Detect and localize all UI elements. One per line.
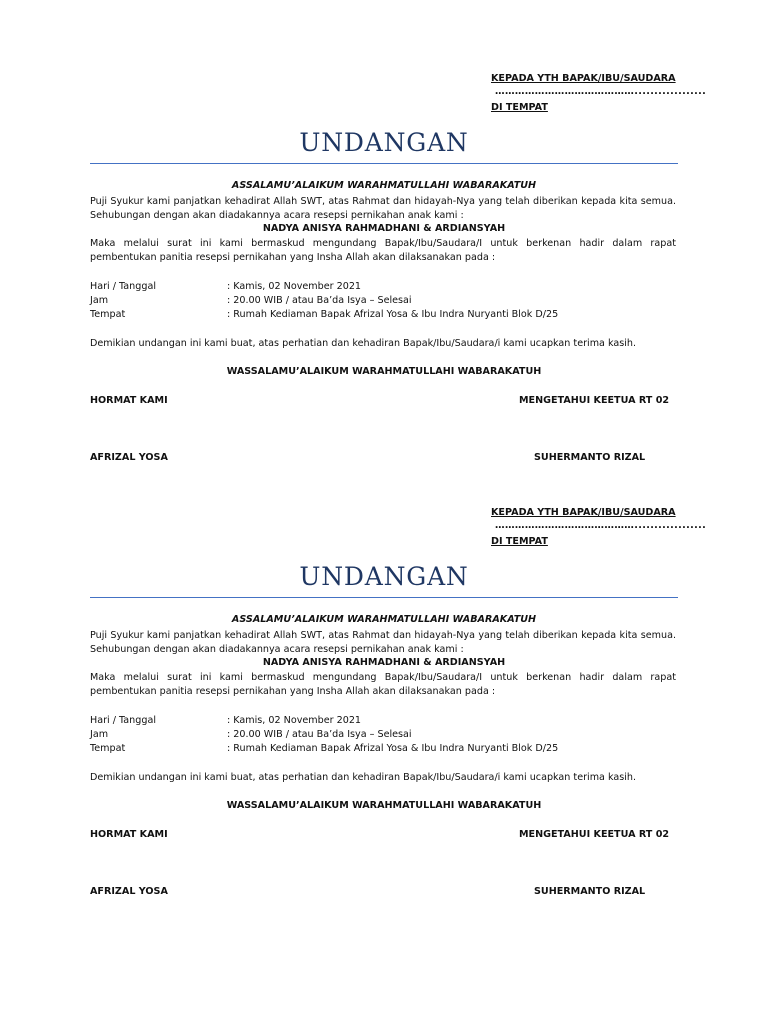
detail-label: Hari / Tanggal xyxy=(90,715,156,726)
sign-right-name: SUHERMANTO RIZAL xyxy=(534,452,646,463)
sign-left-name: AFRIZAL YOSA xyxy=(90,452,168,463)
opening-greeting: ASSALAMU’ALAIKUM WARAHMATULLAHI WABARAKATUH xyxy=(231,614,537,625)
title-rule xyxy=(90,163,678,164)
title-rule xyxy=(90,597,678,598)
invitation-1 xyxy=(0,0,768,463)
detail-value: : 20.00 WIB / atau Ba’da Isya – Selesai xyxy=(227,295,412,306)
detail-value: : Rumah Kediaman Bapak Afrizal Yosa & Ibu Indra Nuryanti Blok D/25 xyxy=(227,309,559,320)
detail-label: Jam xyxy=(90,729,109,740)
detail-row-date xyxy=(90,715,361,726)
detail-row-time xyxy=(90,295,412,306)
couple-names: NADYA ANISYA RAHMADHANI & ARDIANSYAH xyxy=(262,657,506,668)
sign-left-name: AFRIZAL YOSA xyxy=(90,886,168,897)
invitation-2 xyxy=(0,434,768,897)
purpose-paragraph: Maka melalui surat ini kami bermaskud mengundang Bapak/Ibu/Saudara/I untuk berkenan hadir dalam rapat pembentukan panitia resepsi pernikahan yang Insha Allah akan dilaksanakan pada : xyxy=(90,672,676,697)
recipient-line: KEPADA YTH BAPAK/IBU/SAUDARA xyxy=(491,73,676,84)
sign-left-title: HORMAT KAMI xyxy=(90,395,168,406)
detail-label: Tempat xyxy=(90,309,126,320)
intro-paragraph: Puji Syukur kami panjatkan kehadirat Allah SWT, atas Rahmat dan hidayah-Nya yang telah diberikan kepada kita semua. Sehubungan dengan akan diadakannya acara resepsi pernikahan anak kami : xyxy=(90,630,676,655)
intro-paragraph: Puji Syukur kami panjatkan kehadirat Allah SWT, atas Rahmat dan hidayah-Nya yang telah diberikan kepada kita semua. Sehubungan dengan akan diadakannya acara resepsi pernikahan anak kami : xyxy=(90,196,676,221)
detail-row-place xyxy=(90,309,558,320)
purpose-paragraph: Maka melalui surat ini kami bermaskud mengundang Bapak/Ibu/Saudara/I untuk berkenan hadir dalam rapat pembentukan panitia resepsi pernikahan yang Insha Allah akan dilaksanakan pada : xyxy=(90,238,676,263)
place-line: DI TEMPAT xyxy=(491,536,548,547)
detail-row-place xyxy=(90,743,558,754)
closing-greeting: WASSALAMU’ALAIKUM WARAHMATULLAHI WABARAKATUH xyxy=(226,366,542,377)
detail-value: : 20.00 WIB / atau Ba’da Isya – Selesai xyxy=(227,729,412,740)
detail-label: Jam xyxy=(90,295,109,306)
detail-value: : Rumah Kediaman Bapak Afrizal Yosa & Ibu Indra Nuryanti Blok D/25 xyxy=(227,743,559,754)
detail-label: Hari / Tanggal xyxy=(90,281,156,292)
sign-right-name: SUHERMANTO RIZAL xyxy=(534,886,646,897)
opening-greeting: ASSALAMU’ALAIKUM WARAHMATULLAHI WABARAKATUH xyxy=(231,180,537,191)
closing-greeting: WASSALAMU’ALAIKUM WARAHMATULLAHI WABARAKATUH xyxy=(226,800,542,811)
place-line: DI TEMPAT xyxy=(491,102,548,113)
sign-left-title: HORMAT KAMI xyxy=(90,829,168,840)
detail-row-date xyxy=(90,281,361,292)
detail-row-time xyxy=(90,729,412,740)
recipient-line: KEPADA YTH BAPAK/IBU/SAUDARA xyxy=(491,507,676,518)
detail-label: Tempat xyxy=(90,743,126,754)
sign-right-title: MENGETAHUI KEETUA RT 02 xyxy=(519,829,670,840)
recipient-blank: …………………………………….................. xyxy=(495,520,707,531)
sign-right-title: MENGETAHUI KEETUA RT 02 xyxy=(519,395,670,406)
closing-text: Demikian undangan ini kami buat, atas perhatian dan kehadiran Bapak/Ibu/Saudara/i kami ucapkan terima kasih. xyxy=(90,772,637,783)
couple-names: NADYA ANISYA RAHMADHANI & ARDIANSYAH xyxy=(262,223,506,234)
invitation-title: UNDANGAN xyxy=(299,128,469,157)
invitation-title: UNDANGAN xyxy=(299,562,469,591)
detail-value: : Kamis, 02 November 2021 xyxy=(227,281,362,292)
detail-value: : Kamis, 02 November 2021 xyxy=(227,715,362,726)
closing-text: Demikian undangan ini kami buat, atas perhatian dan kehadiran Bapak/Ibu/Saudara/i kami ucapkan terima kasih. xyxy=(90,338,637,349)
recipient-blank: …………………………………….................. xyxy=(495,86,707,97)
